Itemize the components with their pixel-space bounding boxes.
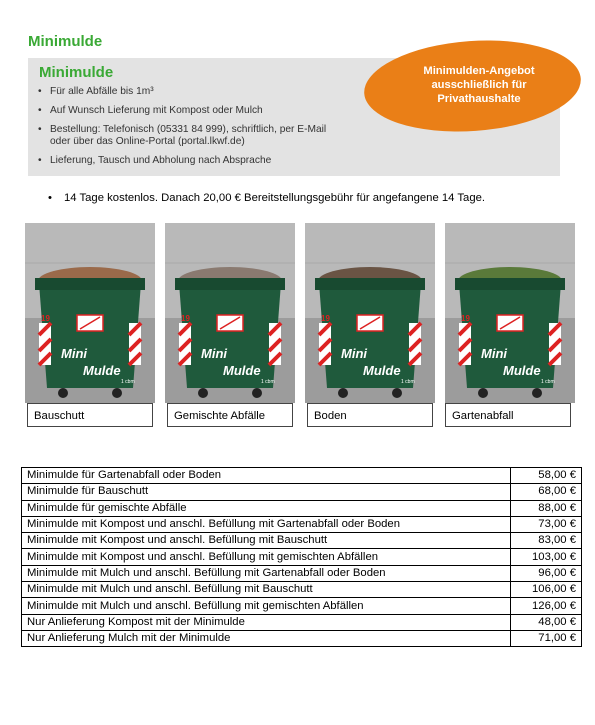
container-brand-mini: Mini <box>481 346 507 361</box>
container-illustration <box>25 223 155 403</box>
price-item: Minimulde mit Mulch und anschl. Befüllung mit gemischten Abfällen <box>22 598 511 614</box>
photo-caption: Gemischte Abfälle <box>167 403 293 427</box>
price-item: Minimulde für gemischte Abfälle <box>22 500 511 516</box>
container-illustration <box>165 223 295 403</box>
page-title: Minimulde <box>28 33 103 50</box>
price-item: Minimulde für Gartenabfall oder Boden <box>22 468 511 484</box>
container-brand-mini: Mini <box>201 346 227 361</box>
photo-caption: Boden <box>307 403 433 427</box>
price-item: Minimulde mit Mulch und anschl. Befüllung mit Bauschutt <box>22 582 511 598</box>
container-photo <box>165 223 295 403</box>
container-brand-mini: Mini <box>341 346 367 361</box>
table-row <box>22 598 582 614</box>
price-item: Minimulde mit Mulch und anschl. Befüllung mit Gartenabfall oder Boden <box>22 565 511 581</box>
price-value: 73,00 € <box>511 516 582 532</box>
container-number: 19 <box>461 314 470 323</box>
price-value: 83,00 € <box>511 533 582 549</box>
container-number: 19 <box>321 314 330 323</box>
container-volume: 1 cbm <box>261 379 275 385</box>
table-row <box>22 484 582 500</box>
price-value: 48,00 € <box>511 614 582 630</box>
table-row <box>22 565 582 581</box>
table-row <box>22 500 582 516</box>
photo-caption: Gartenabfall <box>445 403 571 427</box>
container-brand-mini: Mini <box>61 346 87 361</box>
info-item-exchange: • Lieferung, Tausch und Abholung nach Absprache <box>38 155 326 167</box>
price-value: 68,00 € <box>511 484 582 500</box>
table-row <box>22 582 582 598</box>
price-value: 71,00 € <box>511 630 582 646</box>
photo-caption: Bauschutt <box>27 403 153 427</box>
price-value: 96,00 € <box>511 565 582 581</box>
bullet-icon: • <box>48 192 52 204</box>
container-number: 19 <box>41 314 50 323</box>
info-item-order: • Bestellung: Telefonisch (05331 84 999), schriftlich, per E-Mail oder über das Online-Portal (portal.lkwf.de) <box>38 124 326 148</box>
offer-badge-text: Minimulden-Angebot ausschließlich für Privathaushalte <box>423 65 535 105</box>
table-row <box>22 533 582 549</box>
table-row <box>22 630 582 646</box>
table-row <box>22 468 582 484</box>
price-item: Minimulde mit Kompost und anschl. Befüllung mit Bauschutt <box>22 533 511 549</box>
container-volume: 1 cbm <box>401 379 415 385</box>
info-box-title: Minimulde <box>39 64 114 81</box>
price-value: 106,00 € <box>511 582 582 598</box>
price-value: 58,00 € <box>511 468 582 484</box>
price-item: Minimulde für Bauschutt <box>22 484 511 500</box>
price-value: 103,00 € <box>511 549 582 565</box>
price-item: Minimulde mit Kompost und anschl. Befüllung mit gemischten Abfällen <box>22 549 511 565</box>
container-volume: 1 cbm <box>541 379 555 385</box>
table-row <box>22 614 582 630</box>
table-row <box>22 549 582 565</box>
container-photo <box>445 223 575 403</box>
info-item-capacity: • Für alle Abfälle bis 1m³ <box>38 86 326 98</box>
price-item: Nur Anlieferung Mulch mit der Minimulde <box>22 630 511 646</box>
container-photo <box>25 223 155 403</box>
rental-note-text: 14 Tage kostenlos. Danach 20,00 € Bereitstellungsgebühr für angefangene 14 Tage. <box>64 192 486 204</box>
price-value: 88,00 € <box>511 500 582 516</box>
price-item: Nur Anlieferung Kompost mit der Minimulde <box>22 614 511 630</box>
container-volume: 1 cbm <box>121 379 135 385</box>
table-row <box>22 516 582 532</box>
container-brand-mulde: Mulde <box>83 363 121 378</box>
info-item-delivery: • Auf Wunsch Lieferung mit Kompost oder Mulch <box>38 105 326 117</box>
info-list <box>38 86 326 174</box>
container-number: 19 <box>181 314 190 323</box>
container-brand-mulde: Mulde <box>503 363 541 378</box>
container-brand-mulde: Mulde <box>223 363 261 378</box>
price-value: 126,00 € <box>511 598 582 614</box>
container-illustration <box>305 223 435 403</box>
price-table <box>21 467 582 647</box>
price-item: Minimulde mit Kompost und anschl. Befüllung mit Gartenabfall oder Boden <box>22 516 511 532</box>
container-illustration <box>445 223 575 403</box>
container-brand-mulde: Mulde <box>363 363 401 378</box>
container-photo <box>305 223 435 403</box>
